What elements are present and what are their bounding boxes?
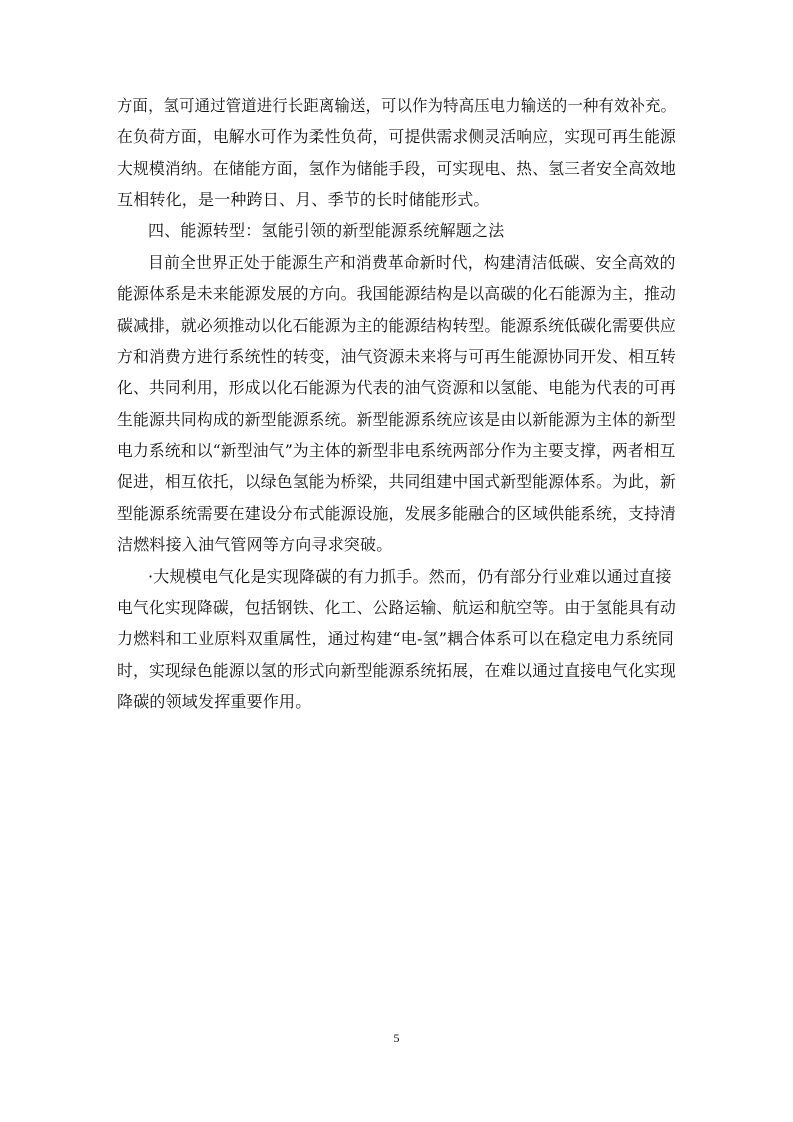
text-line: 电气化实现降碳，包括钢铁、化工、公路运输、航运和航空等。由于氢能具有动 bbox=[117, 598, 677, 617]
text-line: 在负荷方面，电解水可作为柔性负荷，可提供需求侧灵活响应，实现可再生能源 bbox=[117, 127, 677, 146]
text-line: 促进，相互依托，以绿色氢能为桥梁，共同组建中国式新型能源体系。为此，新 bbox=[117, 472, 677, 491]
text-line: 洁燃料接入油气管网等方向寻求突破。 bbox=[117, 535, 393, 554]
text-line: 方和消费方进行系统性的转变，油气资源未来将与可再生能源协同开发、相互转 bbox=[117, 347, 677, 366]
text-line: 目前全世界正处于能源生产和消费革命新时代，构建清洁低碳、安全高效的 bbox=[148, 253, 676, 272]
text-line: 互相转化，是一种跨日、月、季节的长时储能形式。 bbox=[117, 190, 490, 209]
page-number: 5 bbox=[393, 1031, 400, 1045]
text-line: 能源体系是未来能源发展的方向。我国能源结构是以高碳的化石能源为主，推动 bbox=[117, 284, 677, 303]
text-line: 方面，氢可通过管道进行长距离输送，可以作为特高压电力输送的一种有效补充。 bbox=[117, 96, 677, 115]
text-line: 生能源共同构成的新型能源系统。新型能源系统应该是由以新能源为主体的新型 bbox=[117, 410, 677, 429]
text-line: 力燃料和工业原料双重属性，通过构建“电-氢”耦合体系可以在稳定电力系统同 bbox=[117, 629, 674, 648]
text-line: 碳减排，就必须推动以化石能源为主的能源结构转型。能源系统低碳化需要供应 bbox=[117, 316, 677, 335]
text-line: 型能源系统需要在建设分布式能源设施，发展多能融合的区域供能系统，支持清 bbox=[117, 504, 677, 523]
text-line: ·大规模电气化是实现降碳的有力抓手。然而，仍有部分行业难以通过直接 bbox=[148, 567, 672, 586]
section-heading: 四、能源转型：氢能引领的新型能源系统解题之法 bbox=[148, 221, 505, 240]
text-line: 大规模消纳。在储能方面，氢作为储能手段，可实现电、热、氢三者安全高效地 bbox=[117, 159, 677, 178]
text-line: 化、共同利用，形成以化石能源为代表的油气资源和以氢能、电能为代表的可再 bbox=[117, 378, 677, 397]
text-line: 降碳的领域发挥重要作用。 bbox=[117, 692, 312, 711]
text-line: 电力系统和以“新型油气”为主体的新型非电系统两部分作为主要支撑，两者相互 bbox=[117, 441, 676, 460]
text-line: 时，实现绿色能源以氢的形式向新型能源系统拓展，在难以通过直接电气化实现 bbox=[117, 661, 677, 680]
